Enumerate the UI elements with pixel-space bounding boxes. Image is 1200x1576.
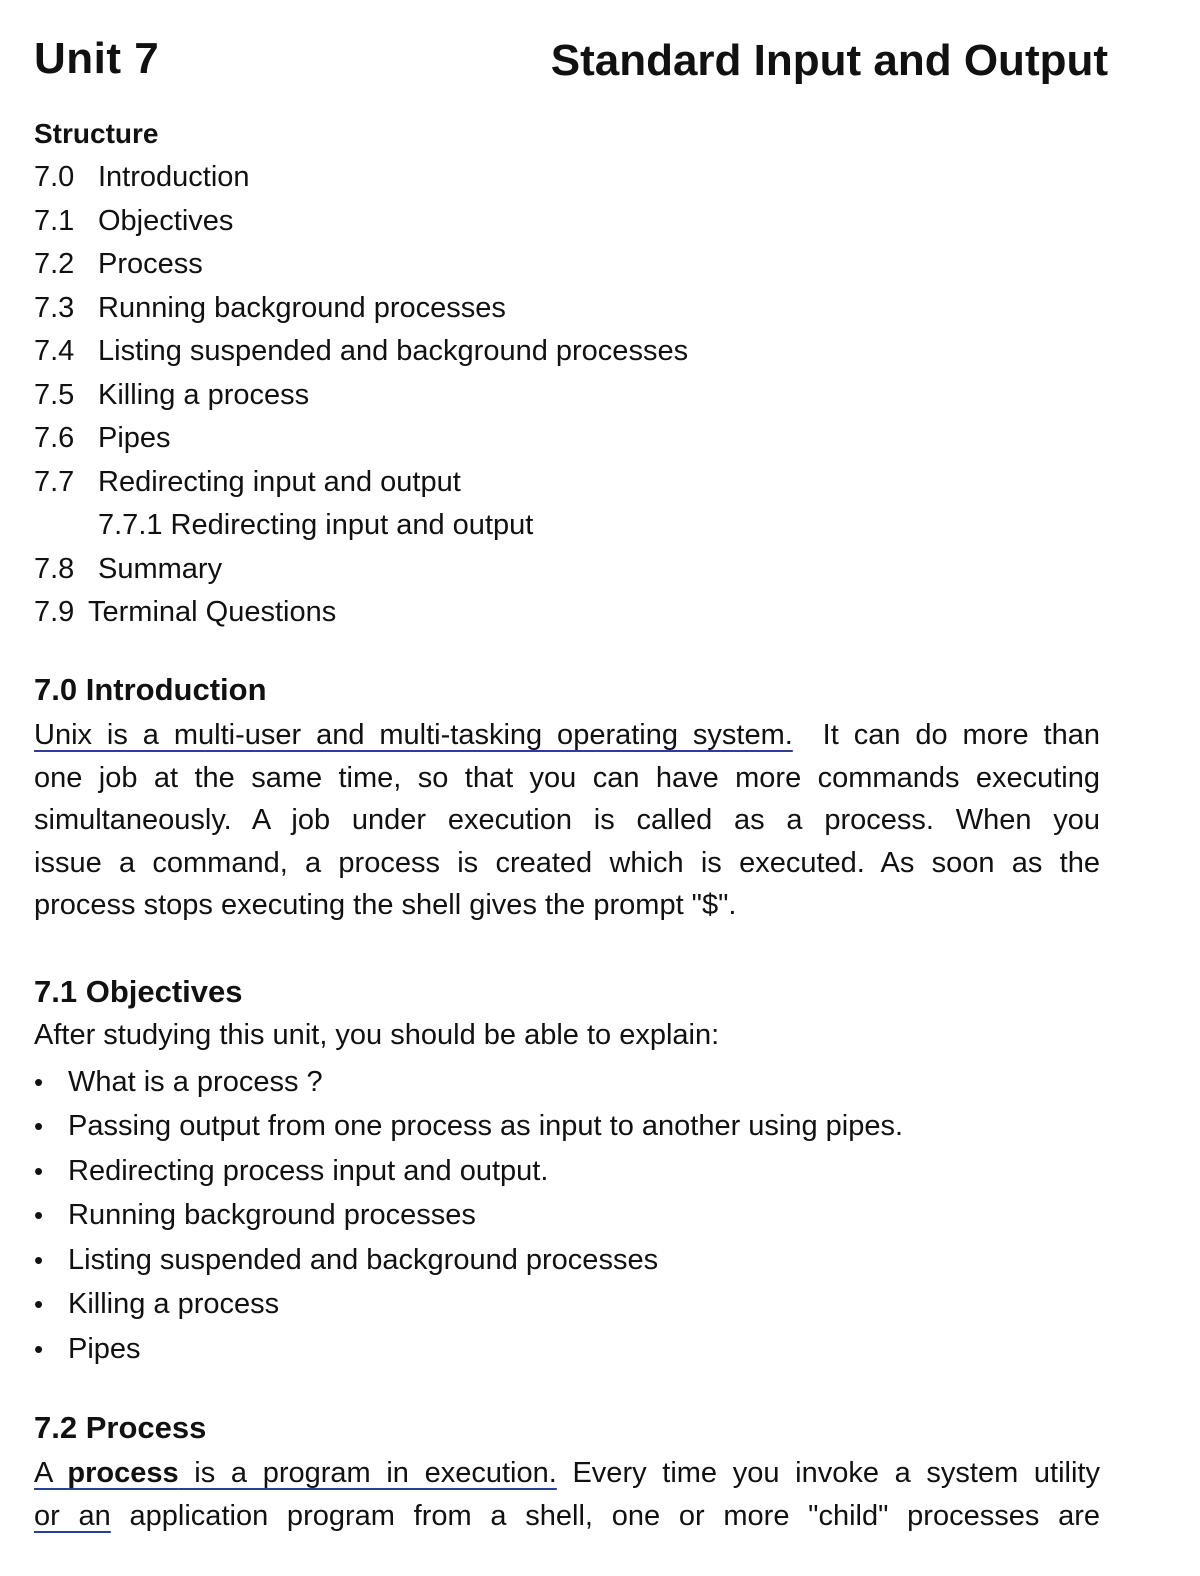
process-paragraph (34, 1452, 1100, 1537)
toc-item (34, 243, 688, 287)
objectives-heading: 7.1 Objectives (34, 974, 243, 1009)
list-item (34, 1283, 903, 1328)
toc-item (34, 591, 688, 635)
toc-label: Killing a process (98, 378, 310, 411)
list-item-text: Pipes (68, 1332, 141, 1365)
list-item (34, 1105, 903, 1150)
toc-label: Summary (98, 552, 223, 585)
paragraph-line: issue a command, a process is created which is executed. As soon as the (34, 846, 1100, 879)
toc-item (34, 548, 688, 592)
list-item (34, 1149, 903, 1194)
text-run: A (34, 1457, 68, 1489)
toc-label: 7.7.1 Redirecting input and output (98, 509, 534, 542)
bullet: • (34, 1111, 44, 1142)
text-run: is a program in execution. (178, 1457, 557, 1489)
toc-number: 7.3 (34, 291, 75, 324)
underlined-phrase: Unix is a multi-user and multi-tasking operating system. (34, 719, 793, 751)
list-item (34, 1060, 903, 1105)
text-run: It can do more than (822, 719, 1100, 751)
list-item-text: What is a process ? (68, 1065, 323, 1098)
text-run: application program from a shell, one or more "child" processes are (110, 1499, 1100, 1532)
paragraph-line: one job at the same time, so that you can have more commands executing (34, 761, 1100, 794)
paragraph-line: process stops executing the shell gives the prompt "$". (34, 889, 737, 921)
toc-number: 7.0 (34, 161, 75, 194)
bullet: • (34, 1333, 44, 1364)
bullet: • (34, 1155, 44, 1186)
bold-term: process (67, 1457, 179, 1489)
toc-number: 7.6 (34, 422, 75, 455)
paragraph-line (34, 1452, 1100, 1495)
toc-item (34, 330, 688, 374)
underlined-phrase (34, 1457, 557, 1489)
toc-label: Process (98, 248, 203, 281)
toc-label: Running background processes (98, 291, 506, 324)
bullet: • (34, 1289, 44, 1320)
list-item (34, 1327, 903, 1372)
toc-label: Pipes (98, 422, 171, 455)
bullet: • (34, 1200, 44, 1231)
paragraph-line (34, 1495, 1100, 1538)
underlined-phrase: or an (34, 1499, 111, 1532)
toc-item (34, 156, 688, 200)
toc-number: 7.2 (34, 248, 75, 281)
introduction-paragraph (34, 714, 1100, 927)
toc-item (34, 374, 688, 418)
bullet: • (34, 1066, 44, 1097)
list-item-text: Listing suspended and background processes (68, 1243, 659, 1276)
paragraph-line: simultaneously. A job under execution is called as a process. When you (34, 804, 1100, 836)
list-item-text: Redirecting process input and output. (68, 1154, 549, 1187)
toc-number: 7.4 (34, 335, 75, 368)
toc-number: 7.1 (34, 204, 75, 237)
chapter-title: Standard Input and Output (550, 36, 1108, 85)
toc-label: Objectives (98, 204, 234, 237)
list-item (34, 1194, 903, 1239)
list-item-text: Passing output from one process as input to another using pipes. (68, 1110, 904, 1143)
list-item (34, 1238, 903, 1283)
toc-item (34, 200, 688, 244)
bullet: • (34, 1244, 44, 1275)
text-run: Every time you invoke a system utility (572, 1457, 1100, 1489)
toc-number: 7.9 (34, 596, 75, 629)
toc-subitem (34, 504, 688, 548)
list-item-text: Running background processes (68, 1199, 476, 1232)
toc-item (34, 417, 688, 461)
toc-label: Introduction (98, 161, 250, 194)
objectives-intro: After studying this unit, you should be able to explain: (34, 1019, 720, 1051)
paragraph-line (34, 714, 1100, 757)
toc-item (34, 287, 688, 331)
structure-heading: Structure (34, 118, 159, 149)
toc-number: 7.5 (34, 378, 75, 411)
process-heading: 7.2 Process (34, 1410, 207, 1445)
table-of-contents (34, 156, 688, 635)
objectives-list (34, 1060, 903, 1372)
toc-label: Redirecting input and output (98, 465, 461, 498)
toc-label: Listing suspended and background processes (98, 335, 689, 368)
toc-number: 7.7 (34, 465, 75, 498)
toc-number: 7.8 (34, 552, 75, 585)
list-item-text: Killing a process (68, 1288, 280, 1321)
toc-item (34, 461, 688, 505)
unit-label: Unit 7 (34, 34, 160, 83)
introduction-heading: 7.0 Introduction (34, 672, 267, 707)
toc-label: Terminal Questions (88, 596, 337, 629)
